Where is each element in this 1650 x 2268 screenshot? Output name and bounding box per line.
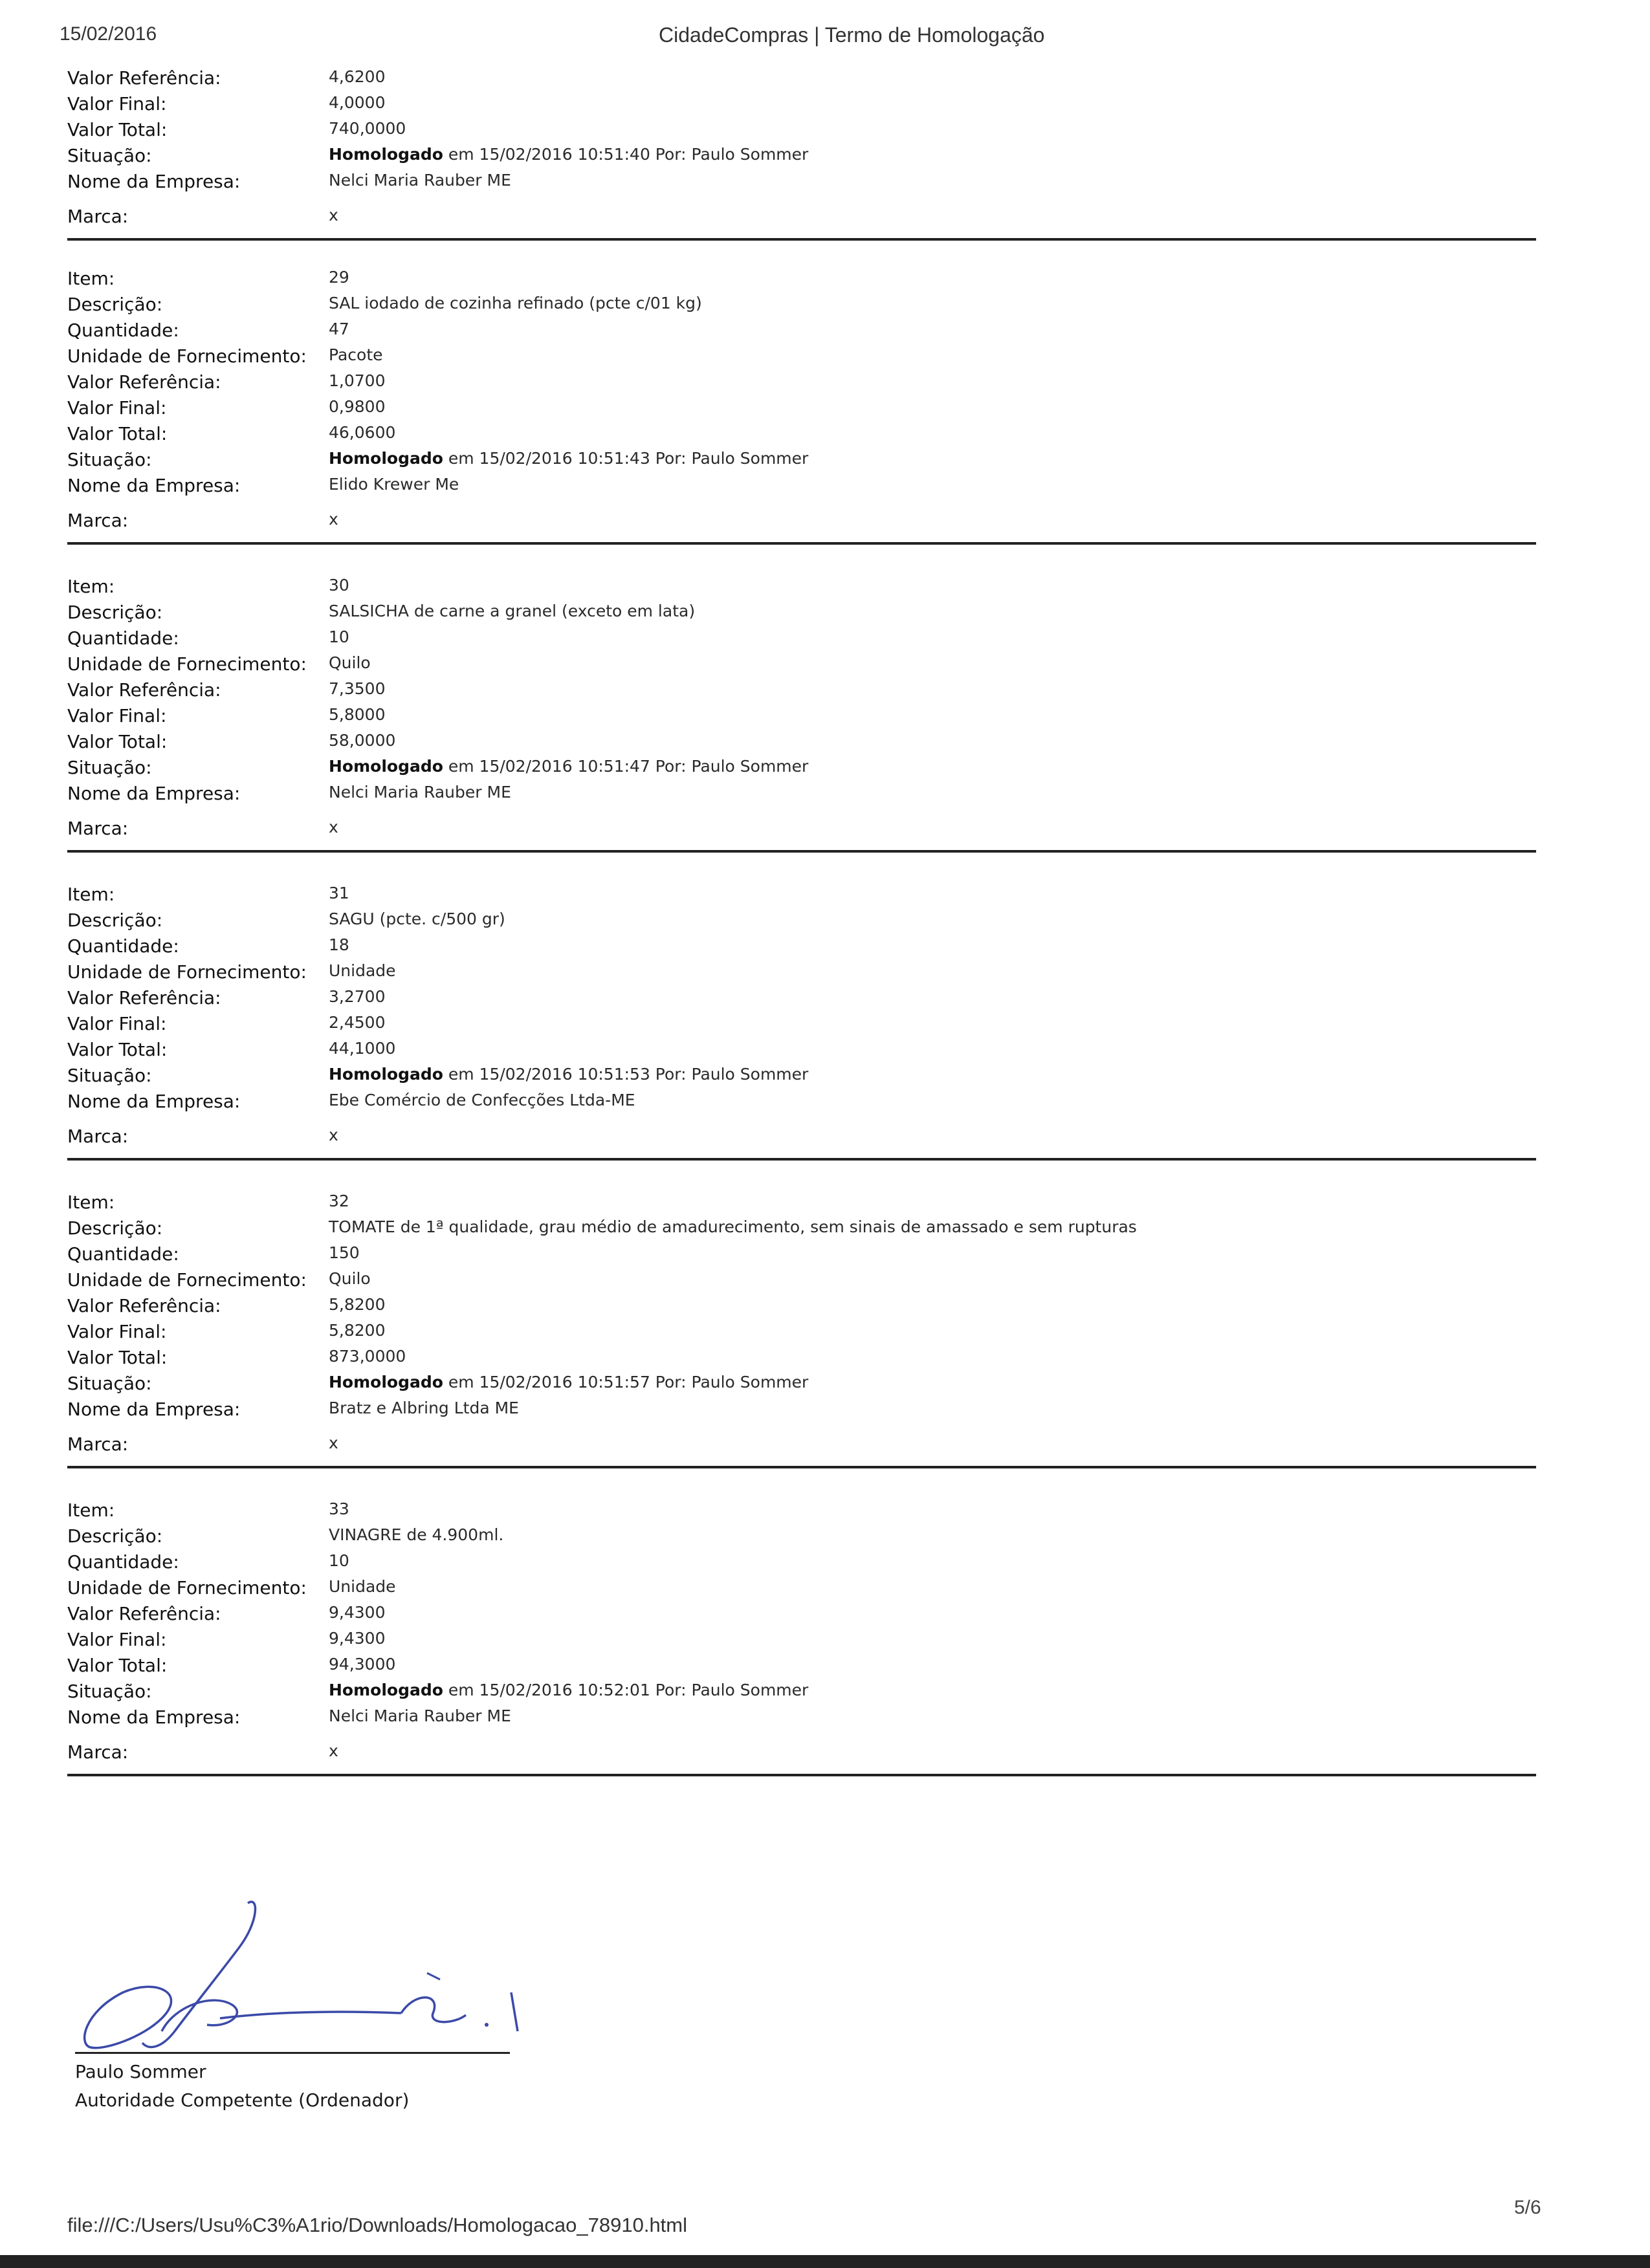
value: 9,4300 bbox=[329, 1603, 386, 1622]
print-date: 15/02/2016 bbox=[60, 23, 157, 45]
label: Descrição: bbox=[67, 1525, 163, 1547]
label: Marca: bbox=[67, 818, 129, 839]
value: Quilo bbox=[329, 653, 371, 672]
label: Valor Final: bbox=[67, 1629, 167, 1650]
value: VINAGRE de 4.900ml. bbox=[329, 1525, 504, 1544]
status-text: Homologado bbox=[329, 1681, 443, 1699]
value: 58,0000 bbox=[329, 731, 396, 750]
value bbox=[329, 145, 808, 164]
label: Situação: bbox=[67, 1681, 152, 1702]
value: 3,2700 bbox=[329, 987, 386, 1006]
label: Nome da Empresa: bbox=[67, 1706, 241, 1728]
value: Quilo bbox=[329, 1269, 371, 1288]
label: Quantidade: bbox=[67, 627, 179, 649]
label: Nome da Empresa: bbox=[67, 1091, 241, 1112]
value: 4,0000 bbox=[329, 93, 386, 112]
label: Valor Total: bbox=[67, 423, 168, 444]
value: Bratz e Albring Ltda ME bbox=[329, 1399, 519, 1417]
label: Unidade de Fornecimento: bbox=[67, 1269, 307, 1291]
value: Unidade bbox=[329, 1577, 396, 1596]
label: Valor Referência: bbox=[67, 1295, 221, 1316]
value: 9,4300 bbox=[329, 1629, 386, 1648]
section-divider bbox=[67, 1774, 1536, 1776]
section-divider bbox=[67, 1158, 1536, 1161]
value: SALSICHA de carne a granel (exceto em lata) bbox=[329, 602, 696, 620]
signature-scribble bbox=[65, 1895, 556, 2064]
label: Valor Total: bbox=[67, 119, 168, 140]
value: 2,4500 bbox=[329, 1013, 386, 1032]
value: 10 bbox=[329, 627, 349, 646]
label: Nome da Empresa: bbox=[67, 171, 241, 192]
footer-file-path: file:///C:/Users/Usu%C3%A1rio/Downloads/Homologacao_78910.html bbox=[67, 2214, 688, 2236]
value: 32 bbox=[329, 1192, 349, 1210]
value: TOMATE de 1ª qualidade, grau médio de amadurecimento, sem sinais de amassado e sem rupturas bbox=[329, 1217, 1137, 1236]
value: 740,0000 bbox=[329, 119, 406, 138]
label: Marca: bbox=[67, 206, 129, 227]
value bbox=[329, 1065, 808, 1084]
section-divider bbox=[67, 1466, 1536, 1468]
label: Valor Referência: bbox=[67, 679, 221, 701]
value: 46,0600 bbox=[329, 423, 396, 442]
value bbox=[329, 449, 808, 468]
section-divider bbox=[67, 850, 1536, 853]
label: Unidade de Fornecimento: bbox=[67, 1577, 307, 1598]
label: Marca: bbox=[67, 510, 129, 531]
value: Unidade bbox=[329, 961, 396, 980]
value: x bbox=[329, 818, 338, 836]
value: Nelci Maria Rauber ME bbox=[329, 171, 511, 190]
status-text: Homologado bbox=[329, 1373, 443, 1391]
value: x bbox=[329, 1434, 338, 1452]
value: 33 bbox=[329, 1499, 349, 1518]
status-detail: em 15/02/2016 10:51:53 Por: Paulo Sommer bbox=[443, 1065, 809, 1084]
label: Valor Final: bbox=[67, 93, 167, 114]
label: Valor Final: bbox=[67, 397, 167, 419]
value: 30 bbox=[329, 576, 349, 594]
value: 5,8200 bbox=[329, 1295, 386, 1314]
value: 150 bbox=[329, 1243, 360, 1262]
status-detail: em 15/02/2016 10:51:40 Por: Paulo Sommer bbox=[443, 145, 809, 164]
signer-role: Autoridade Competente (Ordenador) bbox=[75, 2089, 410, 2111]
value: x bbox=[329, 1126, 338, 1144]
value: Ebe Comércio de Confecções Ltda-ME bbox=[329, 1091, 635, 1109]
label: Situação: bbox=[67, 757, 152, 778]
value: 5,8200 bbox=[329, 1321, 386, 1340]
value: Pacote bbox=[329, 345, 383, 364]
label: Descrição: bbox=[67, 910, 163, 931]
label: Quantidade: bbox=[67, 1551, 179, 1573]
label: Valor Referência: bbox=[67, 371, 221, 393]
label: Situação: bbox=[67, 1065, 152, 1086]
label: Marca: bbox=[67, 1434, 129, 1455]
value: 94,3000 bbox=[329, 1655, 396, 1674]
status-text: Homologado bbox=[329, 1065, 443, 1084]
label: Valor Total: bbox=[67, 1655, 168, 1676]
value: 47 bbox=[329, 320, 349, 338]
value: 4,6200 bbox=[329, 67, 386, 86]
label: Item: bbox=[67, 576, 115, 597]
signature-image bbox=[65, 1895, 556, 2064]
label: Quantidade: bbox=[67, 320, 179, 341]
label: Nome da Empresa: bbox=[67, 475, 241, 496]
value: x bbox=[329, 1741, 338, 1760]
value: 10 bbox=[329, 1551, 349, 1570]
status-text: Homologado bbox=[329, 757, 443, 776]
status-text: Homologado bbox=[329, 145, 443, 164]
label: Marca: bbox=[67, 1126, 129, 1147]
value: 7,3500 bbox=[329, 679, 386, 698]
label: Descrição: bbox=[67, 1217, 163, 1239]
label: Unidade de Fornecimento: bbox=[67, 653, 307, 675]
label: Valor Total: bbox=[67, 731, 168, 752]
label: Descrição: bbox=[67, 294, 163, 315]
section-divider bbox=[67, 542, 1536, 545]
label: Item: bbox=[67, 884, 115, 905]
label: Valor Final: bbox=[67, 1321, 167, 1342]
signature-line bbox=[75, 2052, 510, 2054]
value bbox=[329, 757, 808, 776]
label: Situação: bbox=[67, 449, 152, 470]
value: 18 bbox=[329, 935, 349, 954]
status-detail: em 15/02/2016 10:51:47 Por: Paulo Sommer bbox=[443, 757, 809, 776]
label: Nome da Empresa: bbox=[67, 1399, 241, 1420]
label: Nome da Empresa: bbox=[67, 783, 241, 804]
label: Valor Final: bbox=[67, 1013, 167, 1034]
label: Valor Referência: bbox=[67, 987, 221, 1009]
value: x bbox=[329, 510, 338, 529]
value: 29 bbox=[329, 268, 349, 287]
status-text: Homologado bbox=[329, 449, 443, 468]
value: Nelci Maria Rauber ME bbox=[329, 1706, 511, 1725]
scan-edge bbox=[0, 2255, 1650, 2268]
label: Valor Referência: bbox=[67, 67, 221, 89]
label: Quantidade: bbox=[67, 1243, 179, 1265]
label: Item: bbox=[67, 268, 115, 289]
value: 873,0000 bbox=[329, 1347, 406, 1366]
label: Item: bbox=[67, 1499, 115, 1521]
value: 1,0700 bbox=[329, 371, 386, 390]
label: Descrição: bbox=[67, 602, 163, 623]
label: Valor Total: bbox=[67, 1039, 168, 1060]
label: Situação: bbox=[67, 145, 152, 166]
page-title: CidadeCompras | Termo de Homologação bbox=[659, 23, 1045, 47]
label: Marca: bbox=[67, 1741, 129, 1763]
value: SAGU (pcte. c/500 gr) bbox=[329, 910, 505, 928]
value: SAL iodado de cozinha refinado (pcte c/01 kg) bbox=[329, 294, 702, 312]
status-detail: em 15/02/2016 10:52:01 Por: Paulo Sommer bbox=[443, 1681, 809, 1699]
label: Valor Total: bbox=[67, 1347, 168, 1368]
signer-name: Paulo Sommer bbox=[75, 2061, 206, 2082]
label: Unidade de Fornecimento: bbox=[67, 345, 307, 367]
value: 31 bbox=[329, 884, 349, 902]
value: x bbox=[329, 206, 338, 224]
label: Valor Referência: bbox=[67, 1603, 221, 1624]
label: Quantidade: bbox=[67, 935, 179, 957]
status-detail: em 15/02/2016 10:51:43 Por: Paulo Sommer bbox=[443, 449, 809, 468]
status-detail: em 15/02/2016 10:51:57 Por: Paulo Sommer bbox=[443, 1373, 809, 1391]
page-number: 5/6 bbox=[1514, 2197, 1541, 2218]
label: Valor Final: bbox=[67, 705, 167, 726]
value: 5,8000 bbox=[329, 705, 386, 724]
section-divider bbox=[67, 238, 1536, 241]
value: Elido Krewer Me bbox=[329, 475, 459, 494]
value bbox=[329, 1681, 808, 1699]
value bbox=[329, 1373, 808, 1391]
label: Situação: bbox=[67, 1373, 152, 1394]
value: 44,1000 bbox=[329, 1039, 396, 1058]
label: Item: bbox=[67, 1192, 115, 1213]
label: Unidade de Fornecimento: bbox=[67, 961, 307, 983]
value: 0,9800 bbox=[329, 397, 386, 416]
value: Nelci Maria Rauber ME bbox=[329, 783, 511, 801]
